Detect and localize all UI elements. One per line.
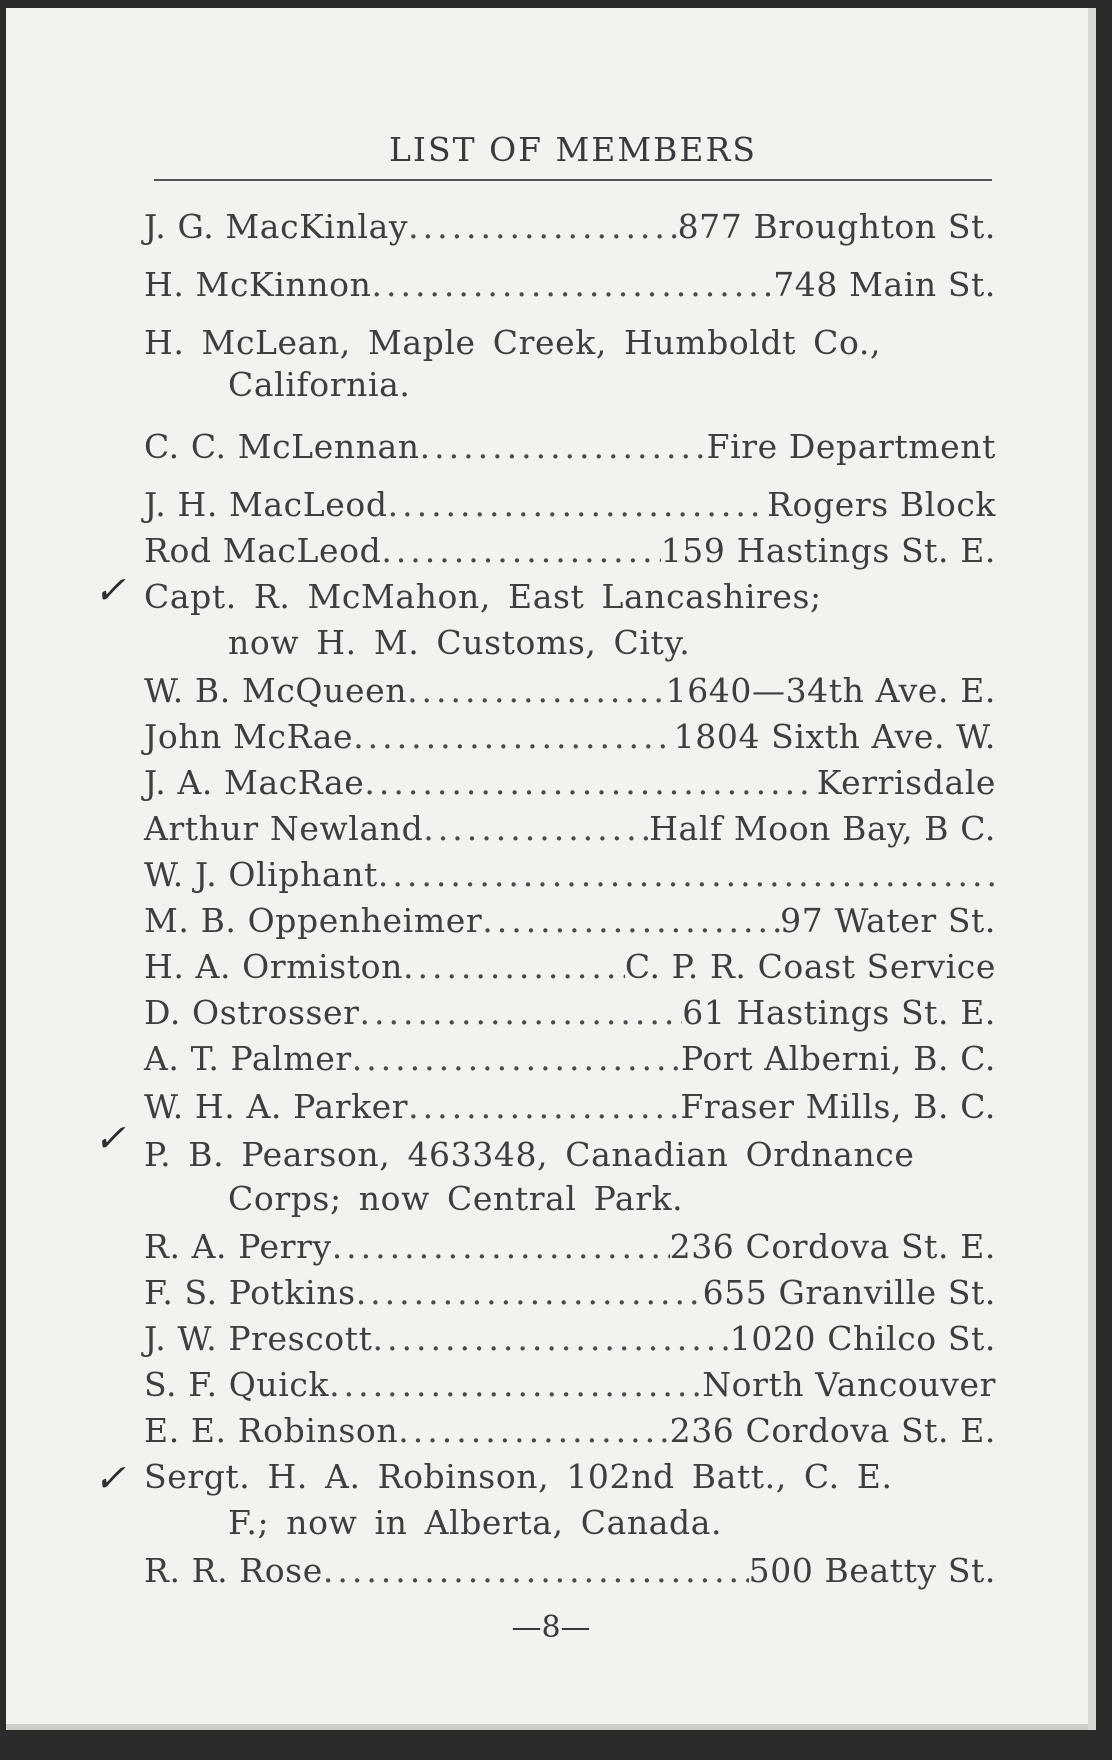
leader-dots [371,264,773,306]
leader-dots [398,1410,669,1452]
member-name: C. C. McLennan [144,427,420,466]
member-address: 500 Beatty St. [748,1551,996,1590]
leader-dots [360,992,683,1034]
leader-dots [381,530,660,572]
member-list [6,8,1096,1730]
member-entry-continuation: California. [228,365,411,404]
check-mark-icon: ✓ [94,568,126,612]
member-entry-continuation: Corps; now Central Park. [228,1179,684,1218]
member-name: John McRae [144,717,354,756]
member-address: 61 Hastings St. E. [682,993,996,1032]
book-spine-shadow [1096,0,1112,1760]
page-number: —8— [511,1610,591,1645]
member-entry-continuation: F.; now in Alberta, Canada. [228,1503,723,1542]
member-entry [144,1038,996,1080]
member-address: North Vancouver [702,1365,996,1404]
member-entry [144,426,996,468]
member-entry [144,206,996,248]
member-address: Rogers Block [767,485,996,524]
member-address: Half Moon Bay, B C. [649,809,996,848]
member-address: 877 Broughton St. [677,207,996,246]
leader-dots [323,1550,749,1592]
leader-dots [332,1226,670,1268]
check-mark-icon: ✓ [94,1456,126,1500]
leader-dots [352,1038,681,1080]
member-name: Arthur Newland [144,809,424,848]
member-entry [144,762,996,804]
member-name: J. A. MacRae [144,763,365,802]
member-name: W. B. McQueen [144,671,408,710]
member-address: 1804 Sixth Ave. W. [673,717,996,756]
page-title: LIST OF MEMBERS [389,130,757,169]
leader-dots [408,206,677,248]
leader-dots [408,1086,680,1128]
member-entry [144,1272,996,1314]
leader-dots [407,670,666,712]
member-name: J. W. Prescott [144,1319,373,1358]
member-name: R. A. Perry [144,1227,332,1266]
member-entry [144,1226,996,1268]
member-name: H. McKinnon [144,265,372,304]
member-name: J. G. MacKinlay [144,207,409,246]
leader-dots [356,1272,703,1314]
member-address: 236 Cordova St. E. [669,1411,996,1450]
member-name: D. Ostrosser [144,993,360,1032]
leader-dots [423,808,649,850]
member-address: 159 Hastings St. E. [660,531,996,570]
member-address: 655 Granville St. [702,1273,996,1312]
member-name: F. S. Potkins [144,1273,356,1312]
member-address: C. P. R. Coast Service [624,947,996,986]
member-address: 1640—34th Ave. E. [665,671,996,710]
member-entry [144,900,996,942]
member-name: M. B. Oppenheimer [144,901,483,940]
member-address: Kerrisdale [816,763,996,802]
member-address: Fire Department [706,427,996,466]
member-entry [144,854,996,896]
member-entry [144,530,996,572]
member-entry [144,1410,996,1452]
member-entry: H. McLean, Maple Creek, Humboldt Co., [144,323,882,362]
leader-dots [373,1318,730,1360]
member-entry [144,1086,996,1128]
member-entry [144,1364,996,1406]
member-entry [144,264,996,306]
member-entry: Sergt. H. A. Robinson, 102nd Batt., C. E. [144,1457,893,1496]
member-address: Port Alberni, B. C. [680,1039,996,1078]
member-entry: P. B. Pearson, 463348, Canadian Ordnance [144,1135,915,1174]
member-entry [144,1318,996,1360]
member-name: R. R. Rose [144,1551,323,1590]
book-page [6,8,1096,1730]
leader-dots [388,484,767,526]
leader-dots [420,426,707,468]
member-address: 1020 Chilco St. [729,1319,996,1358]
leader-dots [403,946,625,988]
member-name: W. J. Oliphant [144,855,378,894]
member-name: S. F. Quick [144,1365,330,1404]
leader-dots [378,854,996,896]
member-name: Rod MacLeod [144,531,382,570]
leader-dots [482,900,780,942]
member-entry [144,484,996,526]
member-entry [144,1550,996,1592]
member-entry [144,808,996,850]
member-address: 97 Water St. [780,901,996,940]
check-mark-icon: ✓ [94,1116,126,1160]
leader-dots [353,716,673,758]
member-address: 236 Cordova St. E. [669,1227,996,1266]
member-name: J. H. MacLeod [144,485,388,524]
member-name: A. T. Palmer [144,1039,352,1078]
member-entry-continuation: now H. M. Customs, City. [228,623,691,662]
member-name: E. E. Robinson [144,1411,399,1450]
member-entry [144,946,996,988]
member-entry [144,670,996,712]
member-name: W. H. A. Parker [144,1087,409,1126]
leader-dots [364,762,816,804]
member-entry: Capt. R. McMahon, East Lancashires; [144,577,822,616]
member-entry [144,992,996,1034]
member-entry [144,716,996,758]
member-name: H. A. Ormiston [144,947,403,986]
member-address: 748 Main St. [773,265,996,304]
member-address: Fraser Mills, B. C. [680,1087,996,1126]
leader-dots [329,1364,702,1406]
